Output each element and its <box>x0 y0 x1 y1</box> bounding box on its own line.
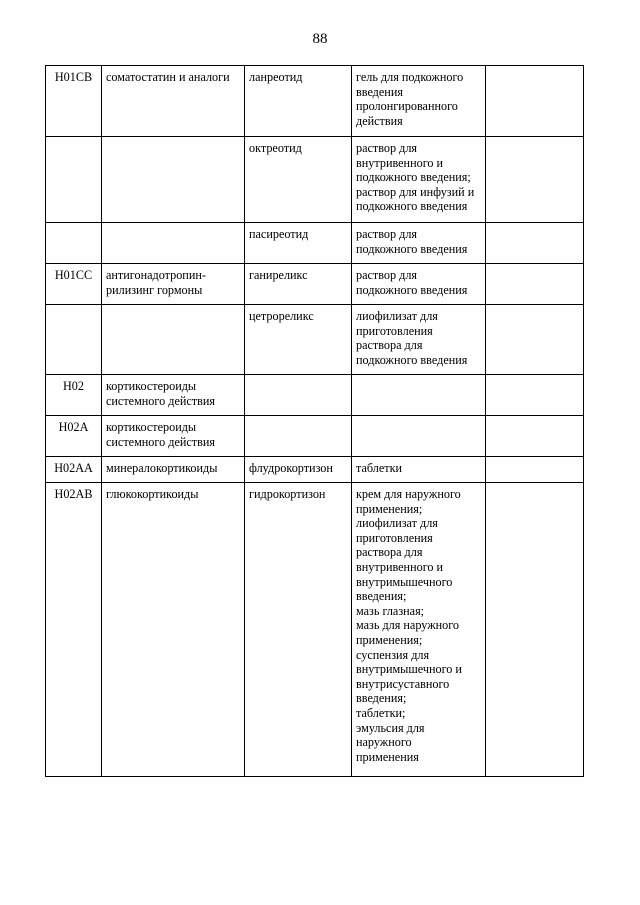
table-row <box>46 137 584 223</box>
inn-cell: пасиреотид <box>245 223 352 264</box>
dosage-form-cell <box>352 416 486 457</box>
group-text: глюкокортикоиды <box>106 487 199 501</box>
empty-cell <box>486 264 584 305</box>
empty-cell <box>486 137 584 223</box>
table-row <box>46 375 584 416</box>
dosage-form-line: применения; <box>356 501 423 516</box>
group-text: системного действия <box>106 393 215 408</box>
dosage-form-cell <box>352 137 486 223</box>
drug-classification-table <box>45 65 584 777</box>
empty-cell <box>486 305 584 375</box>
empty-cell <box>486 375 584 416</box>
dosage-form-line: раствор для <box>356 141 418 155</box>
inn-cell: ганиреликс <box>245 264 352 305</box>
atc-code-cell: H02AA <box>46 457 102 483</box>
dosage-form-line: эмульсия для <box>356 720 425 735</box>
dosage-form-line: приготовления <box>356 323 433 338</box>
group-text: антигонадотропин- <box>106 268 206 282</box>
group-cell <box>102 66 245 137</box>
inn-cell: ланреотид <box>245 66 352 137</box>
table-row <box>46 416 584 457</box>
empty-cell <box>486 66 584 137</box>
dosage-form-cell <box>352 483 486 777</box>
dosage-form-line: мазь для наружного <box>356 618 460 633</box>
atc-code-cell: H02A <box>46 416 102 457</box>
dosage-form-line: приготовления <box>356 530 433 545</box>
empty-cell <box>486 223 584 264</box>
atc-code-cell <box>46 223 102 264</box>
dosage-form-line: подкожного введения; <box>356 170 471 185</box>
dosage-form-line: мазь глазная; <box>356 603 425 618</box>
dosage-form-line: раствора для <box>356 545 423 560</box>
page-number: 88 <box>312 31 328 47</box>
dosage-form-line: применения; <box>356 632 423 647</box>
group-text: кортикостероиды <box>106 420 197 434</box>
dosage-form-line: внутривенного и <box>356 155 444 170</box>
atc-code-cell: H01CB <box>46 66 102 137</box>
group-cell <box>102 305 245 375</box>
dosage-form-line: внутривенного и <box>356 559 444 574</box>
inn-cell: октреотид <box>245 137 352 223</box>
group-cell <box>102 223 245 264</box>
empty-cell <box>486 416 584 457</box>
dosage-form-line: раствор для <box>356 227 418 241</box>
atc-code-cell <box>46 305 102 375</box>
dosage-form-line: введения; <box>356 691 407 706</box>
dosage-form-line: раствора для <box>356 338 423 353</box>
inn-cell <box>245 416 352 457</box>
table-row <box>46 457 584 483</box>
group-text: рилизинг гормоны <box>106 282 203 297</box>
dosage-form-line: лиофилизат для <box>356 309 438 323</box>
dosage-form-line: раствор для <box>356 268 418 282</box>
table-row <box>46 223 584 264</box>
inn-cell <box>245 375 352 416</box>
empty-cell <box>486 457 584 483</box>
atc-code-cell <box>46 137 102 223</box>
group-cell <box>102 457 245 483</box>
dosage-form-line: таблетки; <box>356 705 406 720</box>
group-cell <box>102 375 245 416</box>
inn-cell: гидрокортизон <box>245 483 352 777</box>
atc-code-cell: H02 <box>46 375 102 416</box>
group-text: соматостатин и аналоги <box>106 70 230 84</box>
dosage-form-line: подкожного введения <box>356 199 468 214</box>
dosage-form-line: внутримышечного <box>356 574 453 589</box>
dosage-form-line: введения <box>356 84 403 99</box>
dosage-form-line: подкожного введения <box>356 352 468 367</box>
dosage-form-cell <box>352 375 486 416</box>
dosage-form-line: раствор для инфузий и <box>356 184 475 199</box>
table-row <box>46 264 584 305</box>
table-row <box>46 305 584 375</box>
dosage-form-line: лиофилизат для <box>356 516 438 531</box>
dosage-form-cell <box>352 264 486 305</box>
dosage-form-cell <box>352 66 486 137</box>
group-cell <box>102 137 245 223</box>
group-cell <box>102 483 245 777</box>
group-text: минералокортикоиды <box>106 461 218 475</box>
group-text: системного действия <box>106 434 215 449</box>
dosage-form-line: подкожного введения <box>356 282 468 297</box>
dosage-form-line: гель для подкожного <box>356 70 464 84</box>
dosage-form-cell <box>352 457 486 483</box>
inn-cell: флудрокортизон <box>245 457 352 483</box>
dosage-form-line: введения; <box>356 589 407 604</box>
dosage-form-cell <box>352 223 486 264</box>
group-cell <box>102 264 245 305</box>
dosage-form-cell <box>352 305 486 375</box>
dosage-form-line: таблетки <box>356 461 403 475</box>
inn-cell: цетрореликс <box>245 305 352 375</box>
dosage-form-line: подкожного введения <box>356 241 468 256</box>
dosage-form-line: применения <box>356 749 419 764</box>
dosage-form-line: пролонгированного <box>356 99 458 114</box>
group-cell <box>102 416 245 457</box>
dosage-form-line: наружного <box>356 735 412 750</box>
dosage-form-line: крем для наружного <box>356 487 461 501</box>
dosage-form-line: суспензия для <box>356 647 430 662</box>
empty-cell <box>486 483 584 777</box>
table-row <box>46 66 584 137</box>
dosage-form-line: действия <box>356 113 403 128</box>
atc-code-cell: H01CC <box>46 264 102 305</box>
table-row <box>46 483 584 777</box>
atc-code-cell: H02AB <box>46 483 102 777</box>
dosage-form-line: внутрисуставного <box>356 676 450 691</box>
group-text: кортикостероиды <box>106 379 197 393</box>
dosage-form-line: внутримышечного и <box>356 662 462 677</box>
